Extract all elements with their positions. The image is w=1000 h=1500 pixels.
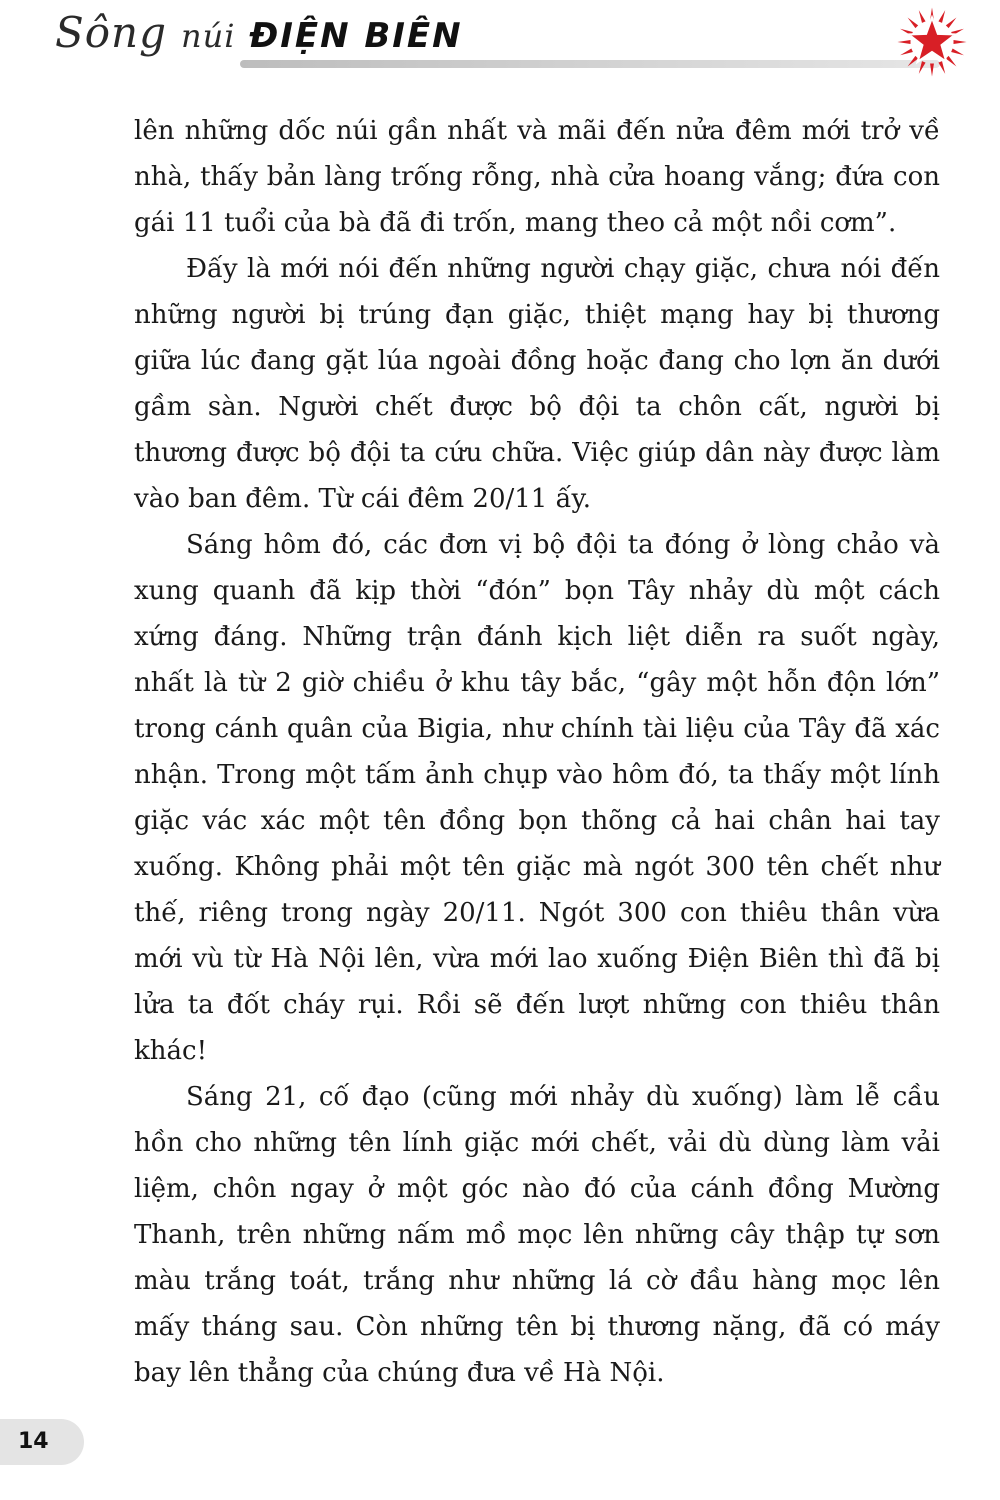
paragraph: Sáng hôm đó, các đơn vị bộ đội ta đóng ở lòng chảo và xung quanh đã kịp thời “đón” bọn Tây nhảy dù một cách xứng đáng. Những trận đánh kịch liệt diễn ra suốt ngày, nhất là từ 2 giờ chiều ở khu tây bắc, “gây một hỗn độn lớn” trong cánh quân của Bigia, như chính tài liệu của Tây đã xác nhận. Trong một tấm ảnh chụp vào hôm đó, ta thấy một lính giặc vác xác một tên đồng bọn thõng cả hai chân hai tay xuống. Không phải một tên giặc mà ngót 300 tên chết như thế, riêng trong ngày 20/11. Ngót 300 con thiêu thân vừa mới vù từ Hà Nội lên, vừa mới lao xuống Điện Biên thì đã bị lửa ta đốt cháy rụi. Rồi sẽ đến lượt những con thiêu thân khác! [134, 530, 940, 1066]
page-header [0, 0, 1000, 110]
book-title-script: Sông [55, 8, 167, 57]
paragraph: Đấy là mới nói đến những người chạy giặc, chưa nói đến những người bị trúng đạn giặc, thiệt mạng hay bị thương giữa lúc đang gặt lúa ngoài đồng hoặc đang cho lợn ăn dưới gầm sàn. Người chết được bộ đội ta chôn cất, người bị thương được bộ đội ta cứu chữa. Việc giúp dân này được làm vào ban đêm. Từ cái đêm 20/11 ấy. [134, 254, 940, 514]
star-emblem-icon [896, 6, 968, 78]
paragraph: Sáng 21, cố đạo (cũng mới nhảy dù xuống) làm lễ cầu hồn cho những tên lính giặc mới chết, vải dù dùng làm vải liệm, chôn ngay ở một góc nào đó của cánh đồng Mường Thanh, trên những nấm mồ mọc lên những cây thập tự sơn màu trắng toát, trắng như những lá cờ đầu hàng mọc lên mấy tháng sau. Còn những tên bị thương nặng, đã có máy bay lên thẳng của chúng đưa về Hà Nội. [134, 1082, 940, 1388]
book-title-script-2: núi [181, 17, 236, 55]
paragraph-continued: lên những dốc núi gần nhất và mãi đến nửa đêm mới trở về nhà, thấy bản làng trống rỗng, nhà cửa hoang vắng; đứa con gái 11 tuổi của bà đã đi trốn, mang theo cả một nồi cơm”. [134, 116, 940, 238]
page-number-tab [0, 1419, 84, 1465]
book-title-bold: ĐIỆN BIÊN [249, 16, 463, 56]
header-rule [240, 60, 940, 68]
book-title [55, 8, 463, 88]
page-body [134, 108, 940, 1396]
page-number: 14 [18, 1429, 49, 1454]
